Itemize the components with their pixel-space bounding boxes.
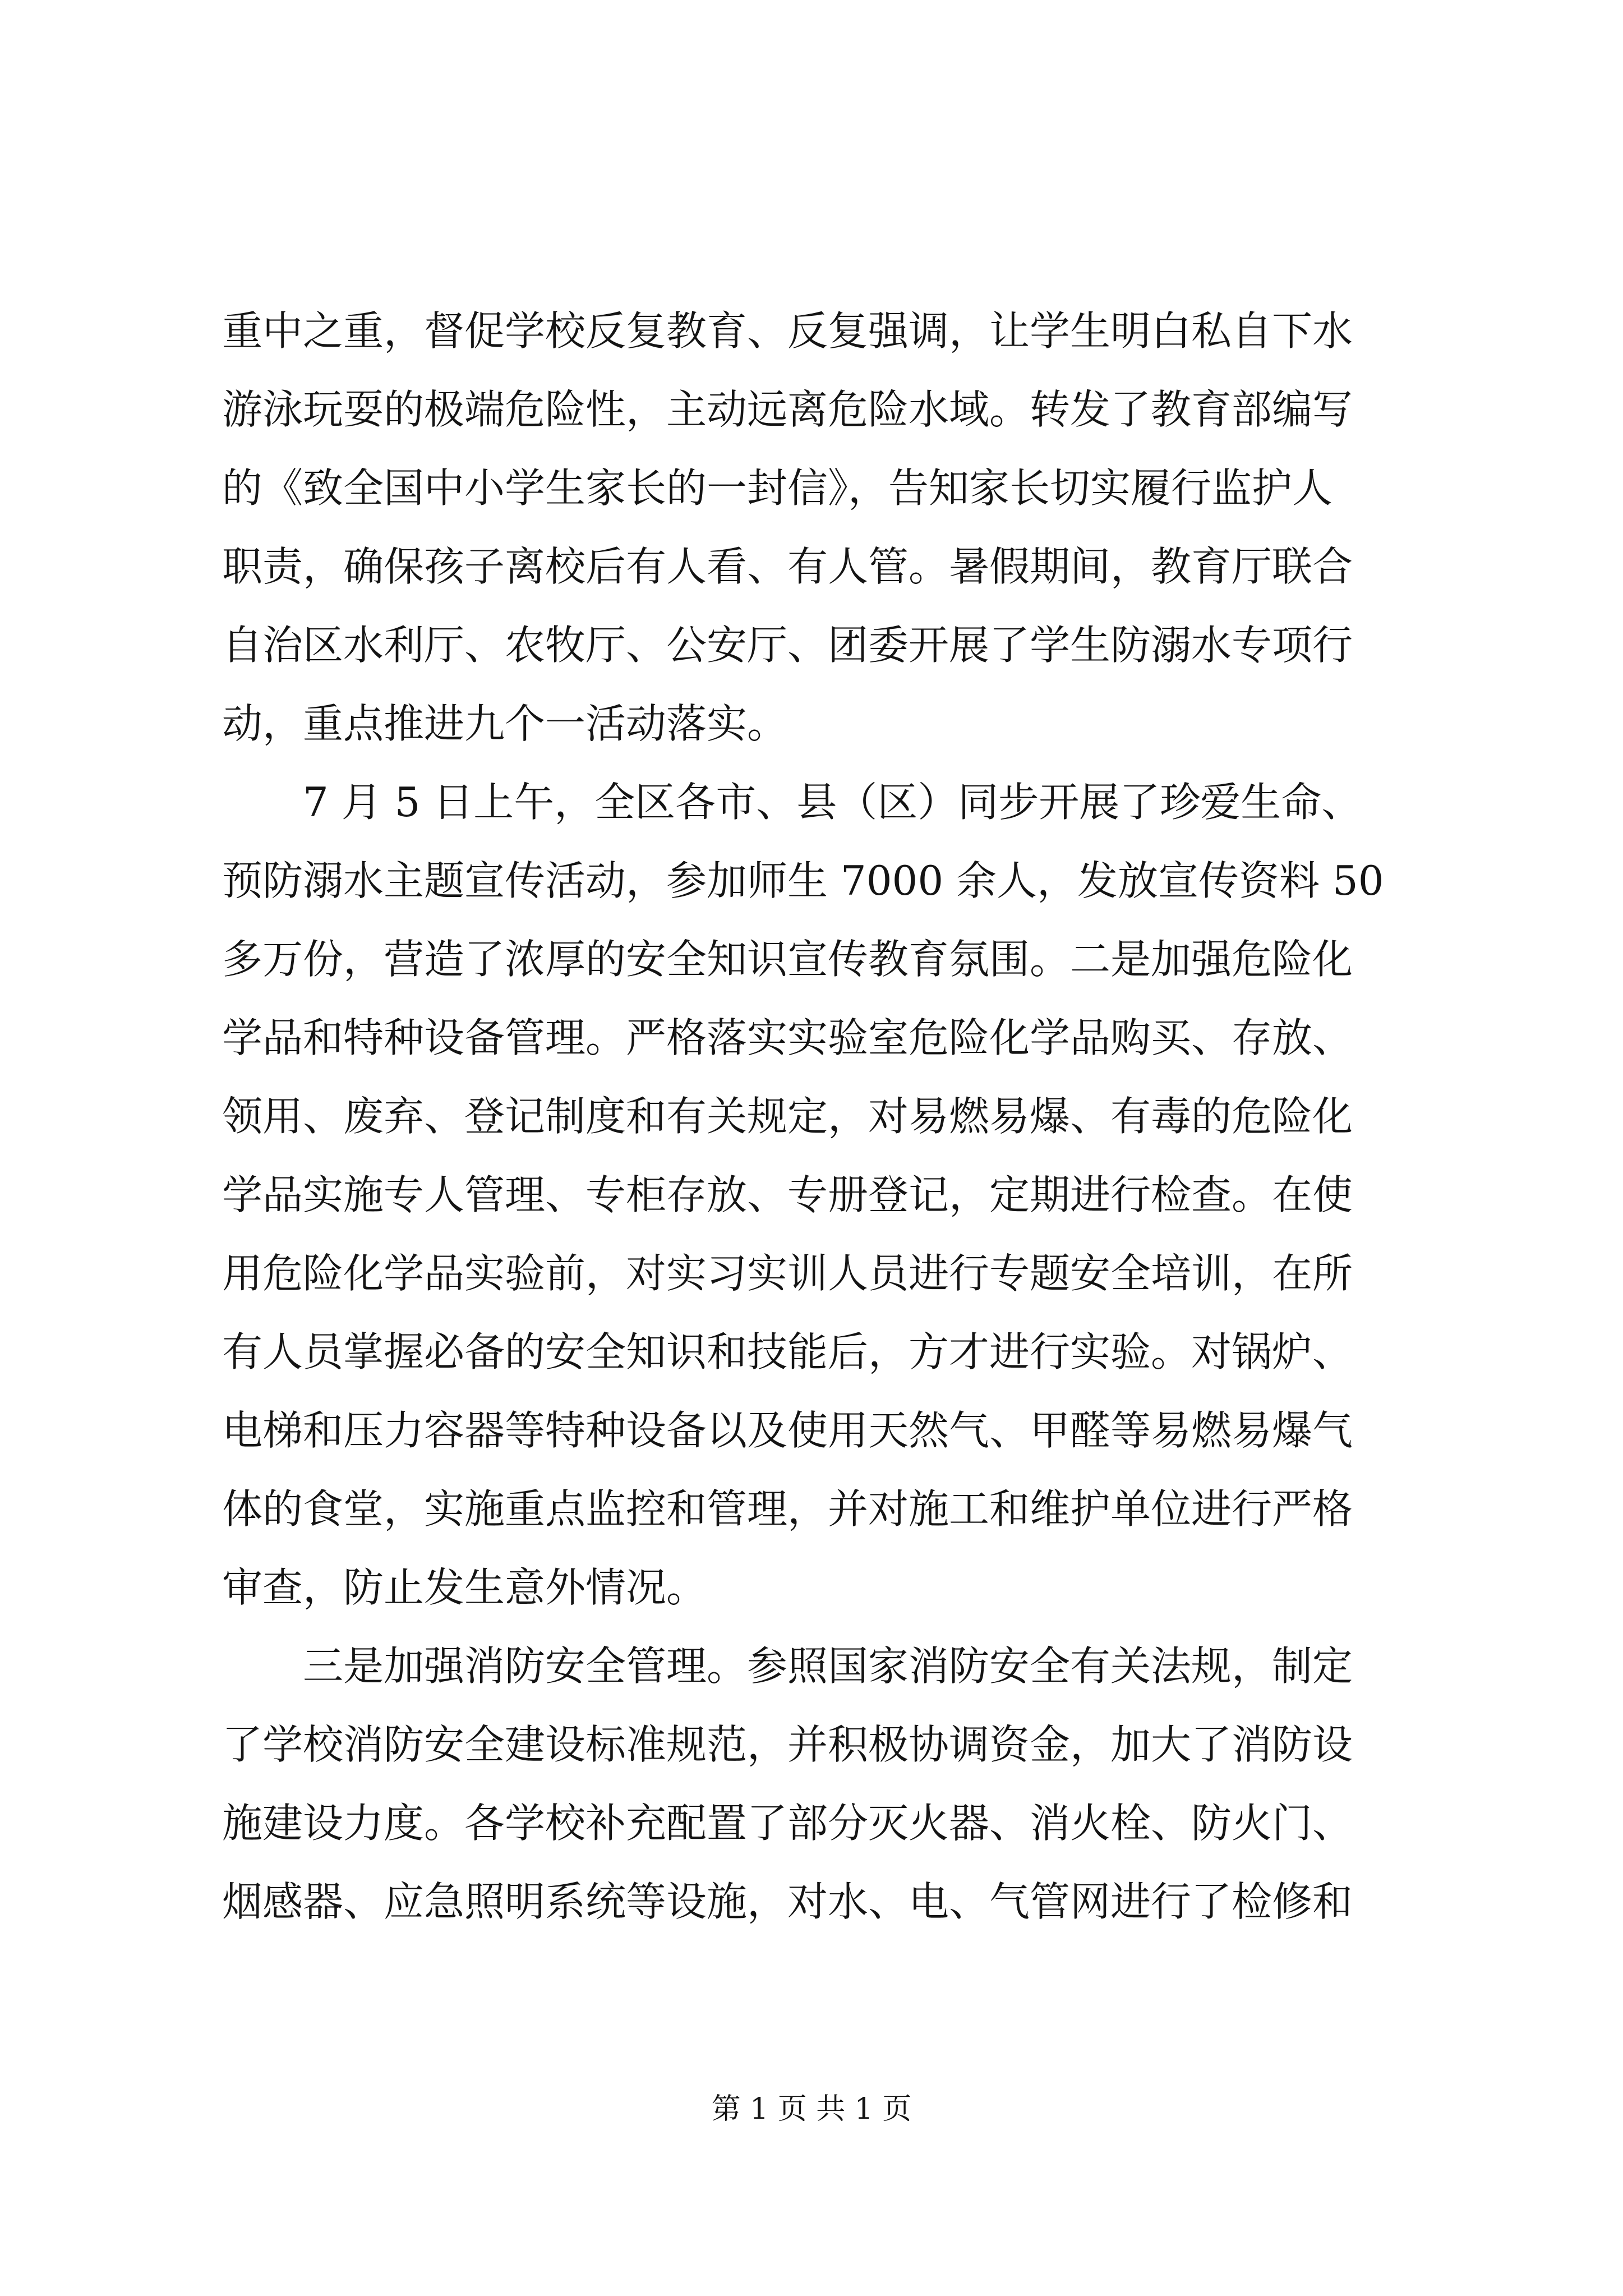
text-line: 用危险化学品实验前，对实习实训人员进行专题安全培训，在所 bbox=[222, 1250, 1353, 1297]
text-line: 自治区水利厅、农牧厅、公安厅、团委开展了学生防溺水专项行 bbox=[222, 622, 1353, 669]
page-footer: 第 1 页 共 1 页 bbox=[711, 2092, 912, 2126]
text-line: 烟感器、应急照明系统等设施，对水、电、气管网进行了检修和 bbox=[222, 1878, 1353, 1925]
text-line: 重中之重，督促学校反复教育、反复强调，让学生明白私自下水 bbox=[222, 307, 1353, 355]
text-line: 的《致全国中小学生家长的一封信》，告知家长切实履行监护人 bbox=[222, 464, 1333, 512]
paragraph-start-line: 7 月 5 日上午，全区各市、县（区）同步开展了珍爱生命、 bbox=[303, 779, 1362, 826]
text-line: 学品实施专人管理、专柜存放、专册登记，定期进行检查。在使 bbox=[222, 1171, 1353, 1218]
text-line: 职责，确保孩子离校后有人看、有人管。暑假期间，教育厅联合 bbox=[222, 543, 1353, 590]
text-line: 有人员掌握必备的安全知识和技能后，方才进行实验。对锅炉、 bbox=[222, 1328, 1353, 1375]
text-line: 电梯和压力容器等特种设备以及使用天然气、甲醛等易燃易爆气 bbox=[222, 1407, 1353, 1454]
text-line: 动，重点推进九个一活动落实。 bbox=[222, 700, 788, 747]
text-line: 预防溺水主题宣传活动，参加师生 7000 余人，发放宣传资料 50 bbox=[222, 857, 1384, 904]
text-line: 多万份，营造了浓厚的安全知识宣传教育氛围。二是加强危险化 bbox=[222, 936, 1353, 983]
text-line: 体的食堂，实施重点监控和管理，并对施工和维护单位进行严格 bbox=[222, 1485, 1353, 1533]
text-line: 学品和特种设备管理。严格落实实验室危险化学品购买、存放、 bbox=[222, 1014, 1353, 1061]
text-line: 了学校消防安全建设标准规范，并积极协调资金，加大了消防设 bbox=[222, 1721, 1353, 1768]
paragraph-start-line: 三是加强消防安全管理。参照国家消防安全有关法规，制定 bbox=[303, 1642, 1353, 1690]
text-line: 施建设力度。各学校补充配置了部分灭火器、消火栓、防火门、 bbox=[222, 1800, 1353, 1847]
text-line: 领用、废弃、登记制度和有关规定，对易燃易爆、有毒的危险化 bbox=[222, 1093, 1353, 1140]
text-line: 游泳玩耍的极端危险性，主动远离危险水域。转发了教育部编写 bbox=[222, 386, 1353, 433]
text-line: 审查，防止发生意外情况。 bbox=[222, 1564, 707, 1611]
